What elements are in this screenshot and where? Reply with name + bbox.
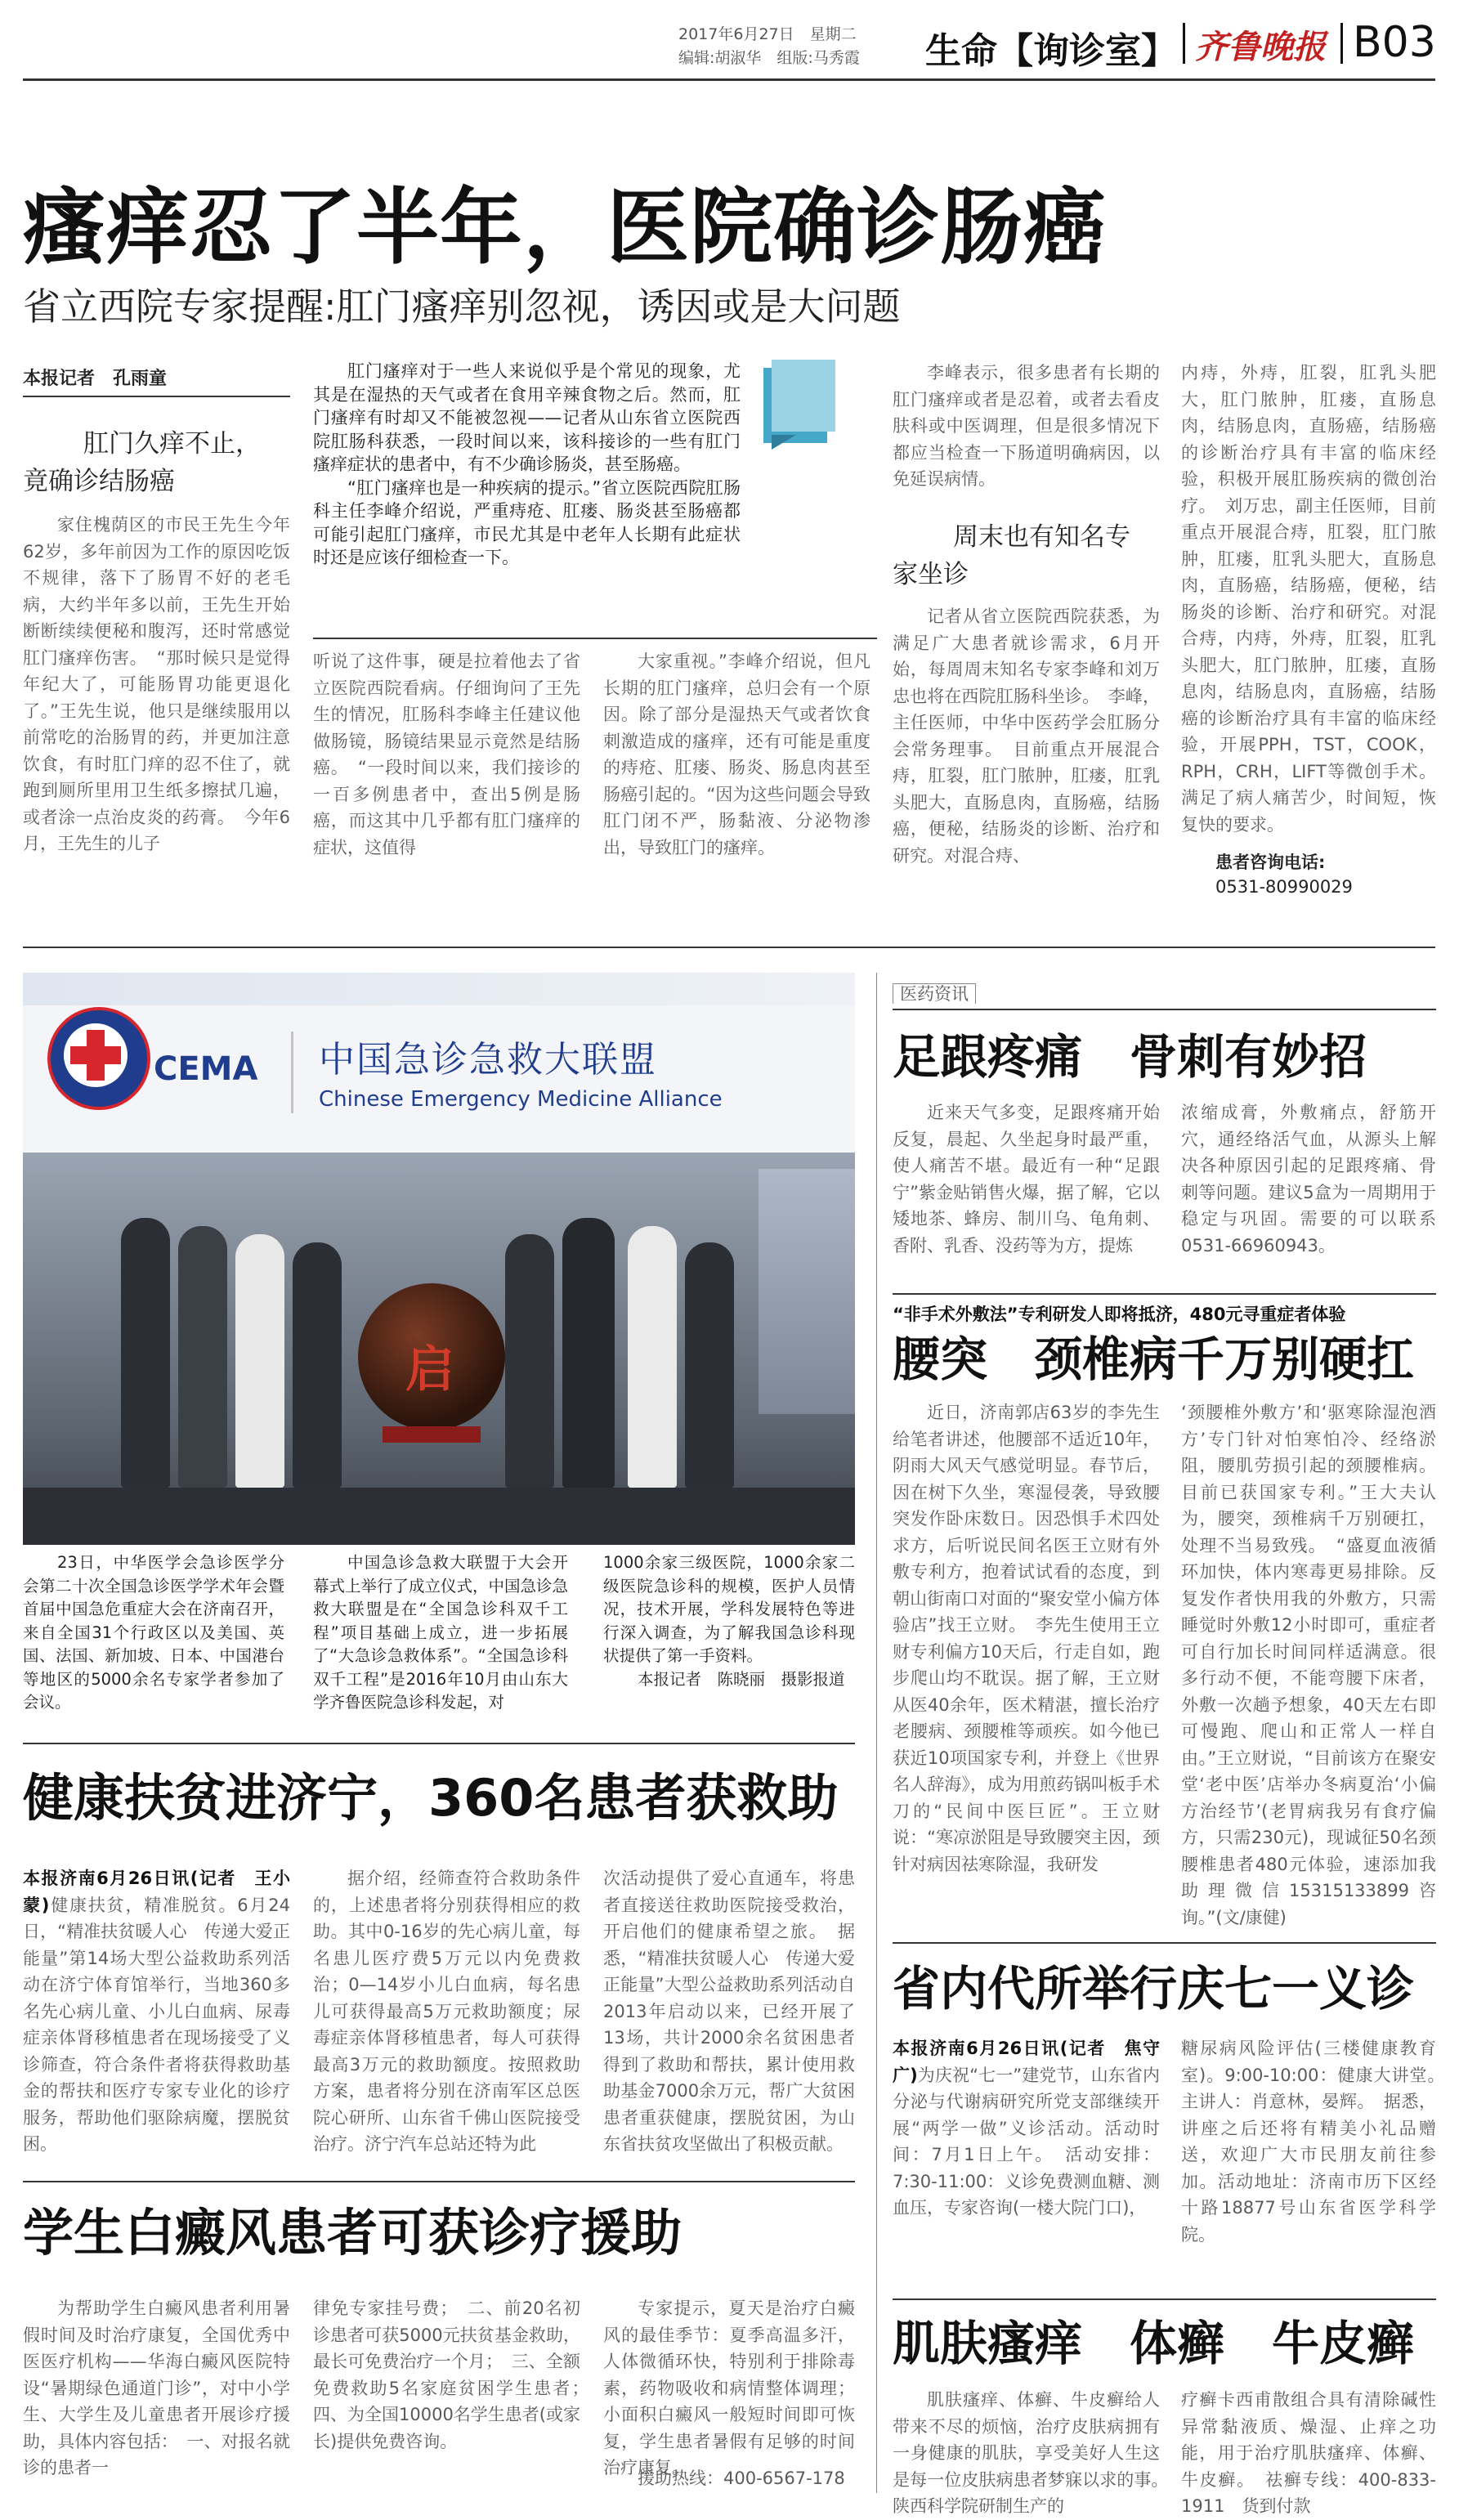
- vitiligo-column-1: 为帮助学生白癜风患者利用暑假时间及时治疗康复，全国优秀中医医疗机构——华海白癜风医院特设“暑期绿色通道门诊”，对中小学生、大学生及儿童患者开展诊疗援助，具体内容包括： 一、对报名就诊的患者一: [23, 2298, 290, 2477]
- party-column-2: 糖尿病风险评估(三楼健康教育室)。9:00-10:00：健康大讲堂。 主讲人：肖意林，晏辉。 据悉，讲座之后还将有精美小礼品赠送，欢迎广大市民朋友前往参加。活动地址：济南市历下区经十路18877号山东省医学科学院。: [1181, 2039, 1453, 2245]
- photo-caption-1: 23日，中华医学会急诊医学分会第二十次全国急诊医学学术年会暨首届中国急危重症大会在济南召开，来自全国31个行政区以及美国、英国、法国、新加坡、日本、中国港台等地区的5000余名专家学者参加了会议。: [23, 1553, 284, 1712]
- poverty-column-3: 次活动提供了爱心直通车，将患者直接送往救助医院接受救治，开启他们的健康希望之旅。 据悉，“精准扶贫暖人心 传递大爱正能量”大型公益救助系列活动自2013年启动以来，已经开展了13场，共计2000余名贫困患者得到了救助和帮扶，累计使用救助基金7000余万元，帮广大贫困患者重获健康，摆脱贫困，为山东省扶贫攻坚做出了积极贡献。: [603, 1869, 855, 2154]
- lead-column-3: 大家重视。”李峰介绍说，但凡长期的肛门瘙痒，总归会有一个原因。除了部分是湿热天气或者饮食刺激造成的瘙痒，还有可能是重度的痔疮、肛瘘、肠炎、肠息肉甚至肠癌引起的。“因为这些问题会导致肛门闭不严，肠黏液、分泌物渗出，导致肛门的瘙痒。: [603, 651, 870, 857]
- poverty-headline: 健康扶贫进济宁，360名患者获救助: [23, 1768, 839, 1828]
- skin-headline: 肌肤瘙痒 体癣 牛皮癣: [893, 2316, 1415, 2371]
- heel-column-2: 浓缩成膏，外敷痛点，舒筋开穴，通经络活气血，从源头上解决各种原因引起的足跟疼痛、骨刺等问题。建议5盒为一周期用于稳定与巩固。需要的可以联系0531-66960943。: [1181, 1103, 1436, 1256]
- ceremony-photo: [23, 973, 855, 1545]
- decorative-block: [763, 360, 839, 450]
- section-tag: 医药资讯: [893, 981, 1436, 1010]
- issue-date: 2017年6月27日 星期二: [678, 25, 857, 43]
- photo-caption-3: 1000余家三级医院，1000余家二级医院急诊科的规模，医护人员情况，技术开展，学科发展特色等进行深入调查，为了解我国急诊科现状提供了第一手资料。 本报记者 陈晓丽 摄影报道: [603, 1553, 855, 1689]
- cema-logo: CEMA: [154, 1050, 258, 1088]
- lead-byline: 本报记者 孔雨童: [23, 369, 168, 389]
- lead-subhead-2: 周末也有知名专家坐诊: [893, 522, 1130, 589]
- spine-kicker: “非手术外敷法”专利研发人即将抵济，480元寻重症者体验: [893, 1305, 1346, 1324]
- lead-intro: 肛门瘙痒对于一些人来说似乎是个常见的现象，尤其是在湿热的天气或者在食用辛辣食物之后。然而，肛门瘙痒有时却又不能被忽视——记者从山东省立医院西院肛肠科获悉，一段时间以来，该科接诊的一些有肛门瘙痒症状的患者中，有不少确诊肠炎，甚至肠癌。 “肛门瘙痒也是一种疾病的提示。”省立医院西院肛肠科主任李峰介绍说，严重痔疮、肛瘘、肠炎甚至肠癌都可能引起肛门瘙痒，市民尤其是中老年人长期有此症状时还是应该仔细检查一下。: [313, 361, 741, 567]
- poverty-column-1: 本报济南6月26日讯(记者 王小蒙)健康扶贫，精准脱贫。6月24日，“精准扶贫暖人心 传递大爱正能量”第14场大型公益救助系列活动在济宁体育馆举行，当地360多名先心病儿童、小儿白血病、尿毒症亲体肾移植患者在现场接受了义诊筛查，符合条件者将获得救助基金的帮扶和医疗专家专业化的诊疗服务，帮助他们驱除病魔，摆脱贫困。: [23, 1869, 290, 2154]
- skin-column-2: 疗癣卡西甫散组合具有清除碱性异常黏液质、燥湿、止痒之功能，用于治疗肌肤瘙痒、体癣、牛皮癣。 祛癣专线：400-833-1911 货到付款: [1181, 2390, 1436, 2516]
- party-column-1: 本报济南6月26日讯(记者 焦守广)为庆祝“七一”建党节，山东省内分泌与代谢病研究所党支部继续开展“两学一做”义诊活动。活动时间：7月1日上午。 活动安排：7:30-11:00：义诊免费测血糖、测血压，专家咨询(一楼大院门口)，: [893, 2039, 1160, 2218]
- vitiligo-column-3: 专家提示，夏天是治疗白癜风的最佳季节：夏季高温多汗，人体微循环快，特别利于排除毒素，药物吸收和病情整体调理；小面积白癜风一般短时间即可恢复，学生患者暑假有足够的时间治疗康复。 援助热线：400-6567-178: [603, 2298, 855, 2488]
- start-ball-char: 启: [405, 1341, 454, 1399]
- alliance-sign-cn: 中国急诊急救大联盟: [319, 1039, 657, 1081]
- lead-hotline: 患者咨询电话: 0531-80990029: [1215, 853, 1353, 897]
- section-name: 生命【询诊室】: [925, 30, 1177, 72]
- vitiligo-column-2: 律免专家挂号费； 二、前20名初诊患者可获5000元扶贫基金救助，最长可免费治疗一个月； 三、全额免费救助5名家庭贫困学生患者； 四、为全国10000名学生患者(或家长)提供免费咨询。: [313, 2298, 597, 2451]
- alliance-sign-en: Chinese Emergency Medicine Alliance: [319, 1087, 723, 1112]
- photo-caption-2: 中国急诊急救大联盟于大会开幕式上举行了成立仪式，中国急诊急救大联盟是在“全国急诊科双千工程”项目基础上成立，进一步拓展了“大急诊急救体系”。“全国急诊科双千工程”是2016年10月由山东大学齐鲁医院急诊科发起，对: [313, 1553, 569, 1712]
- spine-headline: 腰突 颈椎病千万别硬扛: [893, 1332, 1415, 1387]
- heel-headline: 足跟疼痛 骨刺有妙招: [893, 1029, 1367, 1085]
- spine-column-1: 近日，济南郭店63岁的李先生给笔者讲述，他腰部不适近10年，阴雨大风天气感觉明显。春节后，因在树下久坐，寒湿侵袭，导致腰突发作卧床数日。因恐惧手术四处求方，后听说民间名医王立财有外敷专利方，抱着试试看的态度，到朝山街南口对面的“聚安堂小偏方体验店”找王立财。 李先生使用王立财专利偏方10天后，行走自如，跑步爬山均不耽误。据了解，王立财从医40余年，医术精湛，擅长治疗老腰病、颈腰椎等顽疾。如今他已获近10项国家专利，并登上《世界名人辞海》，成为用煎药锅叫板手术刀的“民间中医巨匠”。王立财说：“寒凉淤阻是导致腰突主因，颈针对病因祛寒除湿，我研发: [893, 1403, 1160, 1874]
- lead-column-5: 内痔，外痔，肛裂，肛乳头肥大，肛门脓肿，肛瘘，直肠息肉，结肠息肉，直肠癌，结肠癌的诊断治疗具有丰富的临床经验，积极开展肛肠疾病的微创治疗。 刘万忠，副主任医师，目前重点开展混合痔，肛裂，肛门脓肿，肛瘘，肛乳头肥大，直肠息肉，直肠癌，结肠癌，便秘，结肠炎的诊断、治疗和研究。对混合痔，内痔，外痔，肛裂，肛乳头肥大，肛门脓肿，肛瘘，直肠息肉，结肠息肉，直肠癌，结肠癌的诊断治疗具有丰富的临床经验，开展PPH，TST，COOK，RPH，CRH，LIFT等微创手术。满足了病人痛苦少，时间短，恢复快的要求。: [1181, 363, 1436, 835]
- lead-column-4a: 李峰表示，很多患者有长期的肛门瘙痒或者是忍着，或者去看皮肤科或中医调理，但是很多情况下都应当检查一下肠道明确病因，以免延误病情。: [893, 363, 1160, 489]
- lead-headline: 瘙痒忍了半年，医院确诊肠癌: [23, 179, 1108, 275]
- skin-column-1: 肌肤瘙痒、体癣、牛皮癣给人带来不尽的烦恼，治疗皮肤病拥有一身健康的肌肤，享受美好人生这是每一位皮肤病患者梦寐以求的事。 陕西科学院研制生产的: [893, 2390, 1177, 2516]
- spine-column-2: ‘颈腰椎外敷方’和‘驱寒除湿泡酒方’专门针对怕寒怕冷、经络淤阻，腰肌劳损引起的颈腰椎病。目前已获国家专利。”王大夫认为，腰突，颈椎病千万别硬扛，处理不当易致残。 “盛夏血液循环加快，体内寒毒更易排除。反复发作者快用我的外敷方，只需睡觉时外敷12小时即可，重症者可自行加长时间同样适满意。很多行动不便，不能弯腰下床者，外敷一次趟予想象，40天左右即可慢跑、爬山和正常人一样自由。”王立财说，“目前该方在聚安堂‘老中医’店举办冬病夏治‘小偏方治经节’(老胃病我另有食疗偏方，只需230元)，现诚征50名颈腰椎患者480元体验，速添加我助理微信15315133899咨询。”(文/康健): [1181, 1403, 1436, 1927]
- lead-subheadline: 省立西院专家提醒:肛门瘙痒别忽视，诱因或是大问题: [23, 284, 901, 329]
- poverty-column-2: 据介绍，经筛查符合救助条件的，上述患者将分别获得相应的救助。其中0-16岁的先心病儿童，每名患儿医疗费5万元以内免费救治；0—14岁小儿白血病，每名患儿可获得最高5万元救助额度；尿毒症亲体肾移植患者，每人可获得最高3万元的救助额度。按照救助方案，患者将分别在济南军区总医院心研所、山东省千佛山医院接受治疗。济宁汽车总站还特为此: [313, 1869, 580, 2154]
- editor-credits: 编辑:胡淑华 组版:马秀霞: [678, 49, 860, 67]
- lead-column-4b: 记者从省立医院西院获悉，为满足广大患者就诊需求，6月开始，每周周末知名专家李峰和刘万忠也将在西院肛肠科坐诊。 李峰，主任医师，中华中医药学会肛肠分会常务理事。 目前重点开展混合痔，肛裂，肛门脓肿，肛瘘，肛乳头肥大，直肠息肉，直肠癌，结肠癌，便秘，结肠炎的诊断、治疗和研究。对混合痔、: [893, 607, 1160, 866]
- page-number: B03: [1353, 18, 1436, 67]
- heel-column-1: 近来天气多变，足跟疼痛开始反复，晨起、久坐起身时最严重，使人痛苦不堪。最近有一种“足跟宁”紫金贴销售火爆，据了解，它以矮地茶、蜂房、制川乌、龟角刺、香附、乳香、没药等为方，提炼: [893, 1103, 1160, 1256]
- lead-subhead-1: 肛门久痒不止，竟确诊结肠癌: [23, 429, 261, 496]
- party-headline: 省内代所举行庆七一义诊: [893, 1961, 1415, 2016]
- lead-column-1: 家住槐荫区的市民王先生今年62岁，多年前因为工作的原因吃饭不规律，落下了肠胃不好的老毛病，大约半年多以前，王先生开始断断续续便秘和腹泻，还时常感觉肛门瘙痒伤害。 “那时候只是觉得年纪大了，可能肠胃功能更退化了。”王先生说，他只是继续服用以前常吃的治肠胃的药，并更加注意饮食，有时肛门痒的忍不住了，就跑到厕所里用卫生纸多擦拭几遍，或者涂一点治皮炎的药膏。 今年6月，王先生的儿子: [23, 515, 290, 853]
- paper-logo: 齐鲁晚报: [1195, 28, 1326, 66]
- masthead: [0, 0, 1459, 78]
- vitiligo-headline: 学生白癜风患者可获诊疗援助: [23, 2203, 683, 2263]
- lead-column-2: 听说了这件事，硬是拉着他去了省立医院西院看病。仔细询问了王先生的情况，肛肠科李峰主任建议他做肠镜，肠镜结果显示竟然是结肠癌。 “一段时间以来，我们接诊的一百多例患者中，查出5例是肠癌，而这其中几乎都有肛门瘙痒的症状，这值得: [313, 651, 580, 857]
